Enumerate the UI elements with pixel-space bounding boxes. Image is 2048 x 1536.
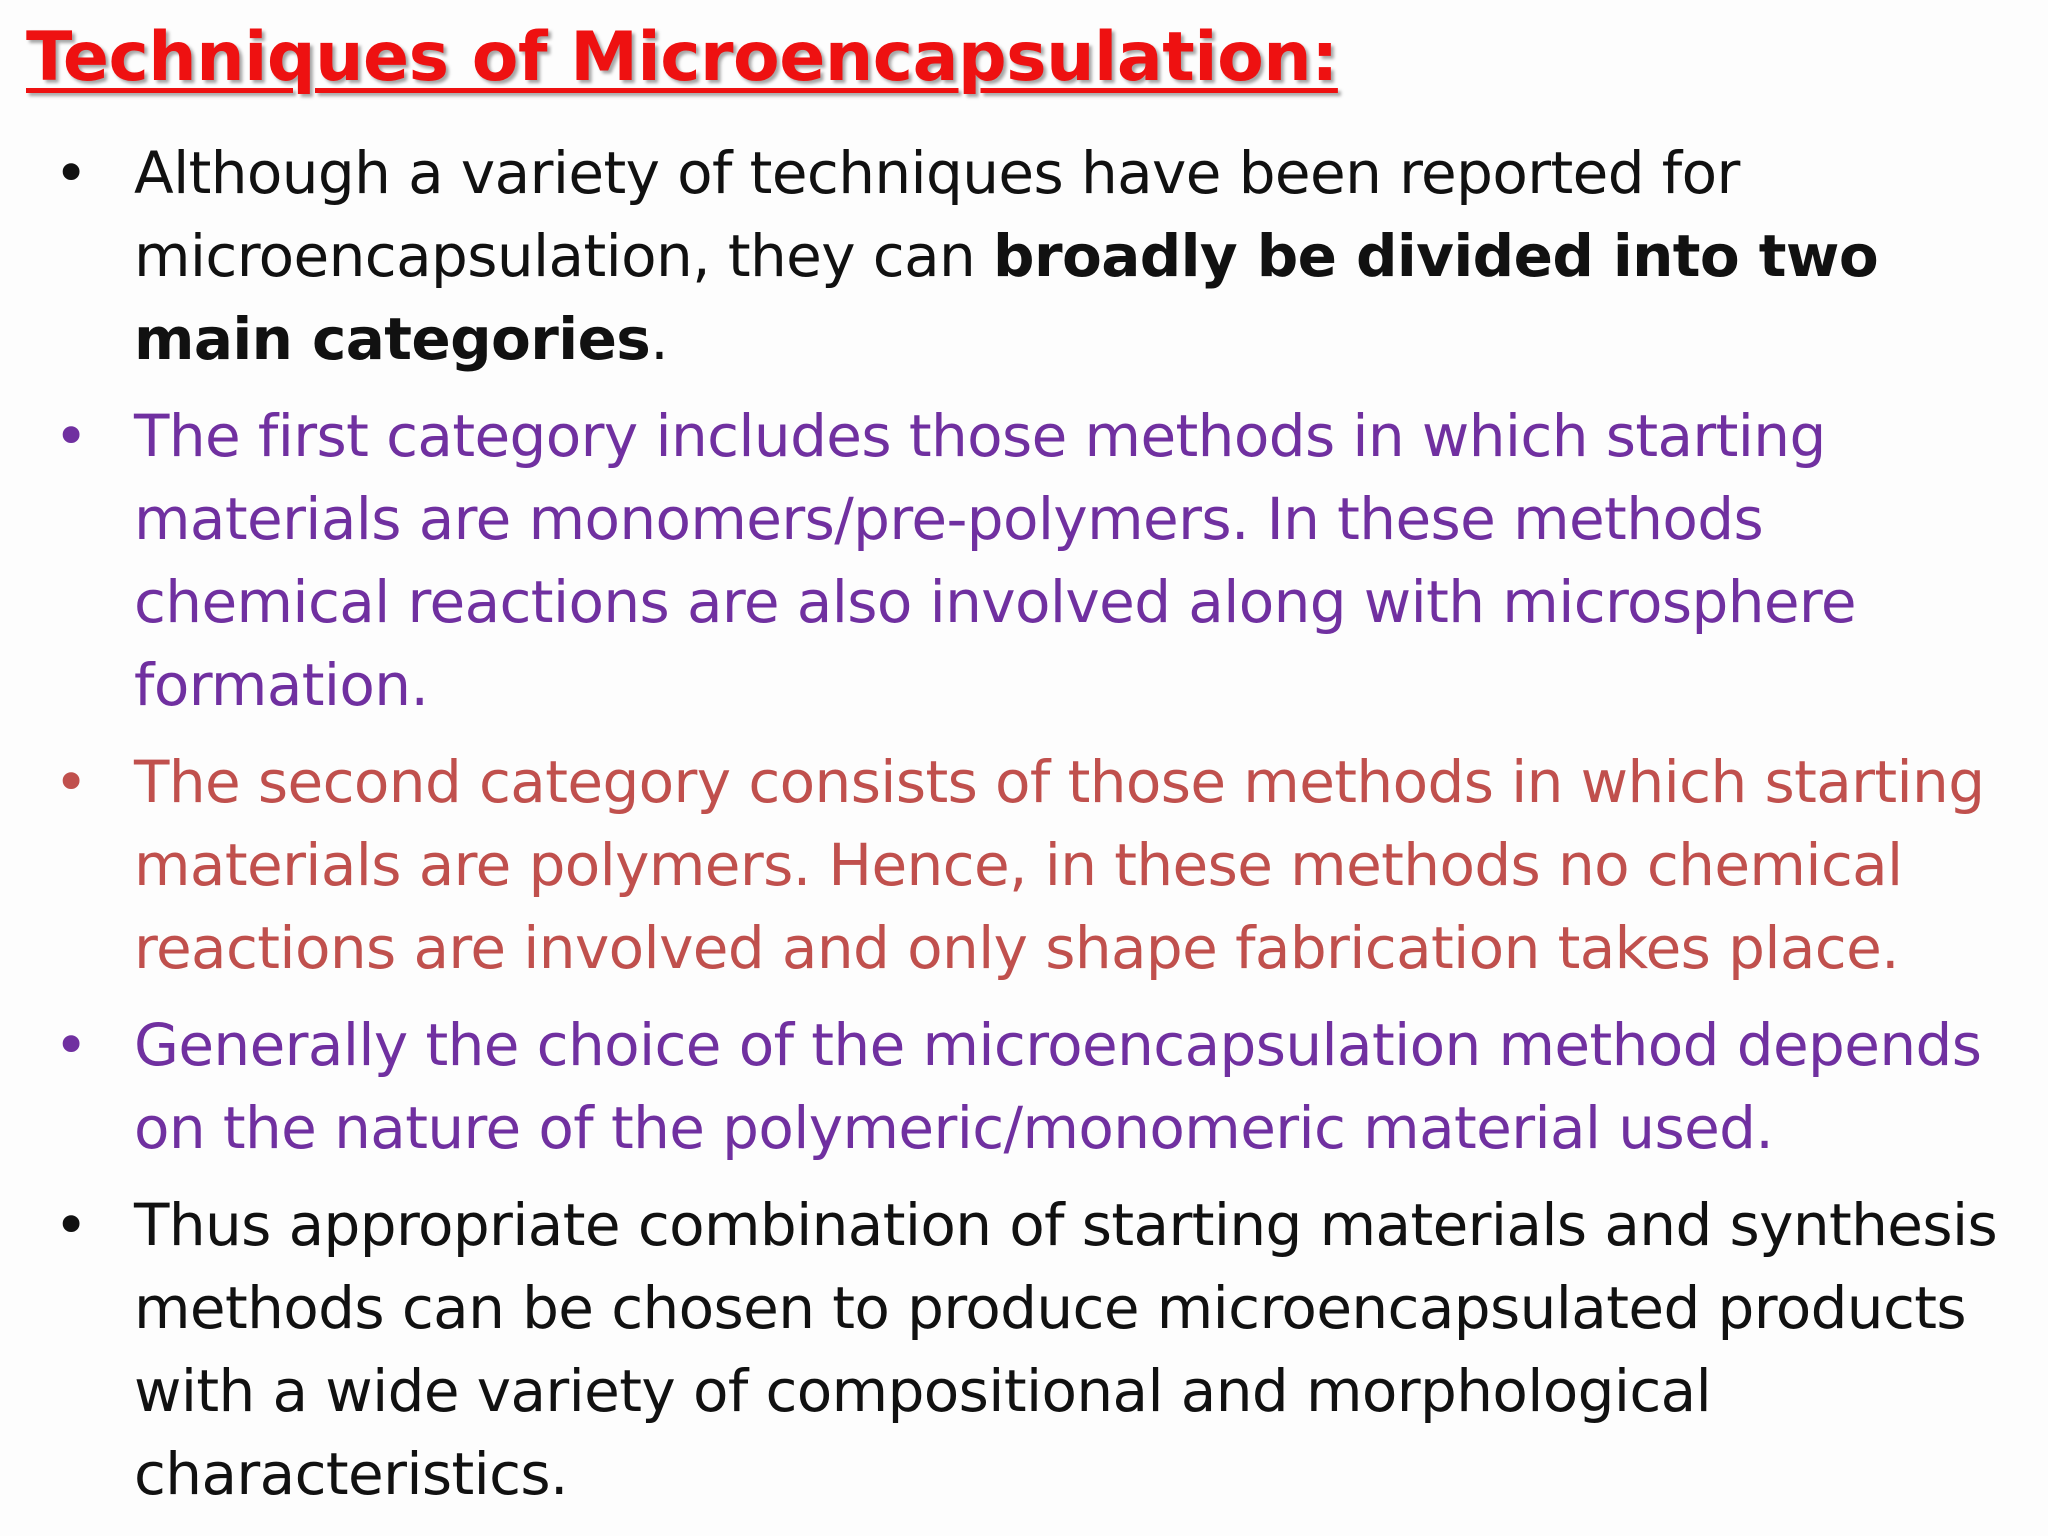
bullet-item-3 [0, 741, 2048, 990]
bullet-item-4 [0, 1004, 2048, 1170]
bullet-text-1 [134, 139, 1878, 373]
slide-title: Techniques of Microencapsulation: [26, 18, 1338, 97]
bullet-text-4: Generally the choice of the microencapsulation method depends on the nature of the polymeric/monomeric material used. [134, 1011, 1982, 1162]
bullet-item-2 [0, 395, 2048, 727]
bullet-text-1-end: . [650, 305, 669, 373]
bullet-item-1 [0, 132, 2048, 381]
bullet-dot-icon: • [54, 1191, 88, 1259]
bullet-dot-icon: • [54, 748, 88, 816]
bullet-list [0, 132, 2048, 1530]
bullet-text-2: The first category includes those methods in which starting materials are monomers/pre-polymers. In these methods chemical reactions are also involved along with microsphere formation. [134, 402, 1856, 719]
bullet-text-1-start: Although a variety of techniques have been reported for microencapsulation, they can [134, 139, 1740, 290]
bullet-text-5: Thus appropriate combination of starting materials and synthesis methods can be chosen to produce microencapsulated products with a wide variety of compositional and morphological characteristics. [134, 1191, 1998, 1508]
bullet-text-1-bold: broadly be divided into two main categories [134, 222, 1879, 373]
bullet-item-5 [0, 1184, 2048, 1516]
bullet-dot-icon: • [54, 1011, 88, 1079]
bullet-dot-icon: • [54, 402, 88, 470]
bullet-dot-icon: • [54, 139, 88, 207]
bullet-text-3: The second category consists of those methods in which starting materials are polymers. Hence, in these methods no chemical reactions are involved and only shape fabrication takes place. [134, 748, 1985, 982]
